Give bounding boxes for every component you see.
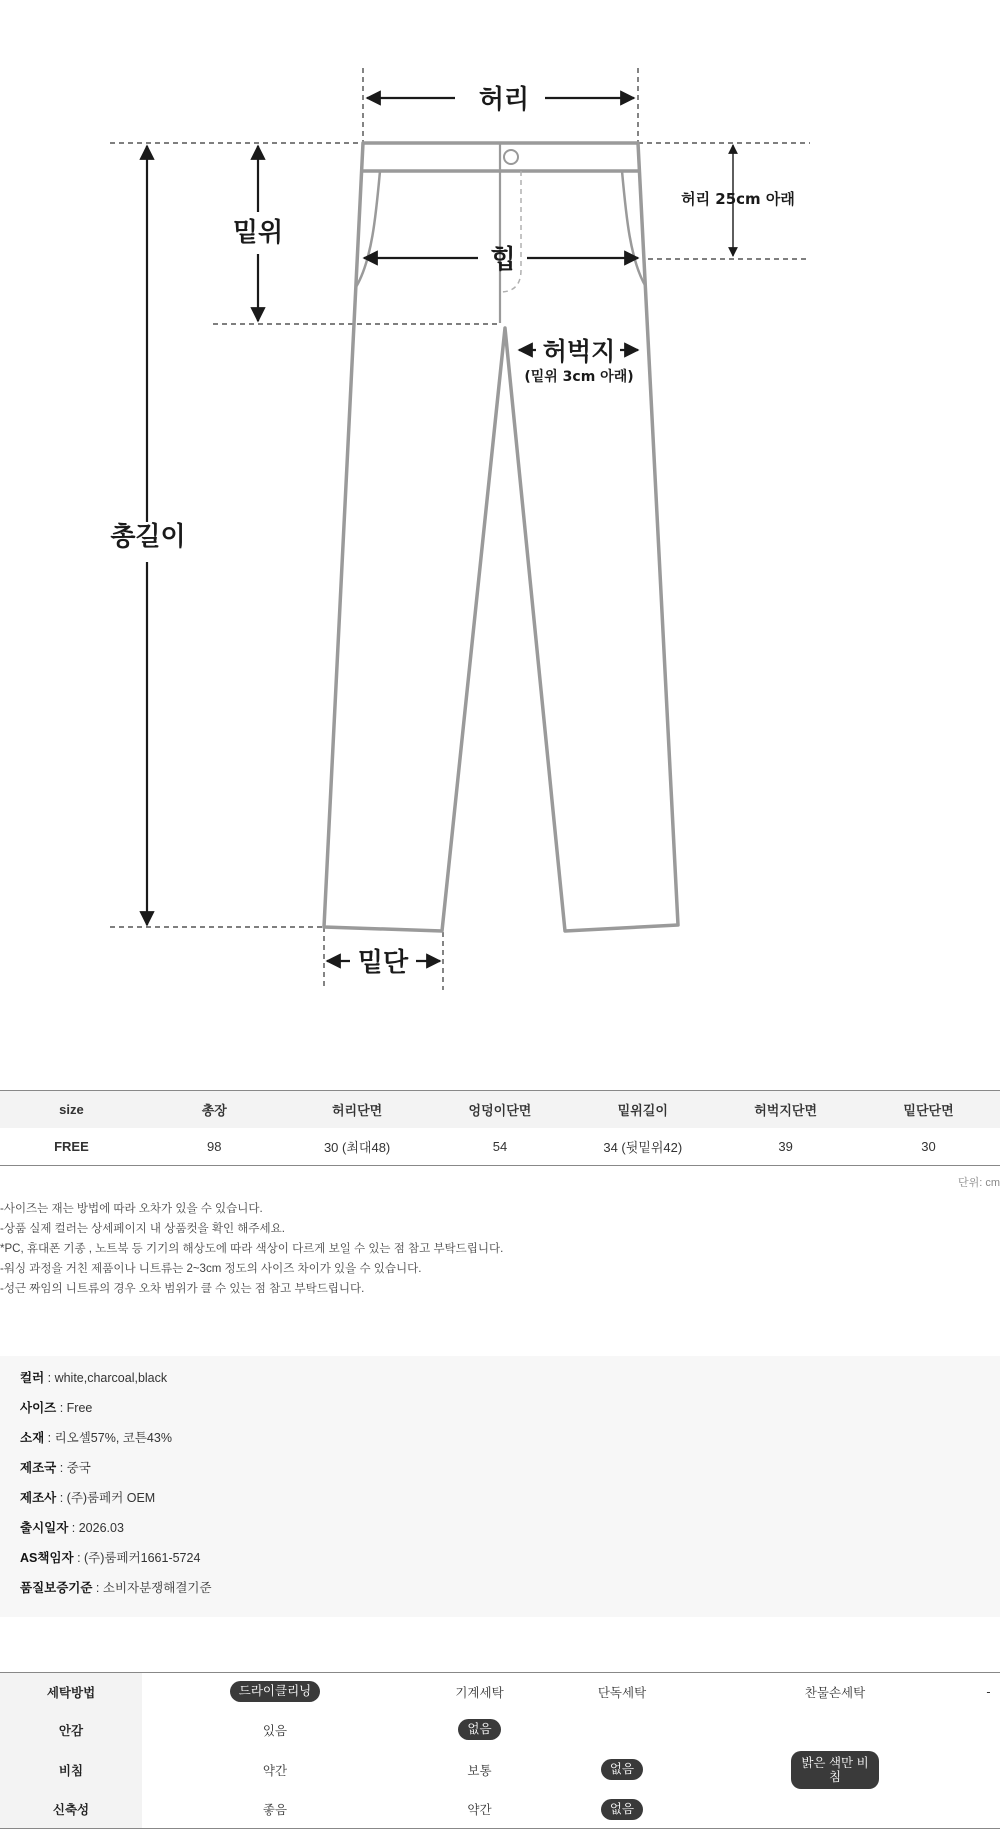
care-cell [551, 1749, 693, 1791]
note-item: -상품 실제 컬러는 상세페이지 내 상품컷을 확인 해주세요. [0, 1223, 285, 1235]
size-cell: 39 [714, 1128, 857, 1166]
care-row-label: 안감 [0, 1711, 142, 1749]
selected-option-badge: 드라이클리닝 [230, 1681, 320, 1702]
size-notes [0, 1199, 503, 1299]
care-cell [977, 1791, 1000, 1829]
waist-label: 허리 [478, 85, 530, 115]
care-cell [551, 1791, 693, 1829]
selected-option-badge: 없음 [601, 1799, 643, 1820]
rise-label: 밑위 [232, 218, 284, 248]
info-row-color: 컬러 : white,charcoal,black [20, 1371, 168, 1385]
care-cell [142, 1749, 408, 1791]
size-header: 총장 [143, 1091, 286, 1128]
info-row-as-contact: AS책임자 : (주)룸페커1661-5724 [20, 1551, 201, 1565]
note-item: *PC, 휴대폰 기종 , 노트북 등 기기의 해상도에 따라 색상이 다르게 보일 수 있는 점 참고 부탁드립니다. [0, 1243, 504, 1255]
care-row-label: 신축성 [0, 1791, 142, 1829]
thigh-note: (밑위 3cm 아래) [524, 369, 634, 385]
option-text: 있음 [262, 1723, 288, 1738]
size-table [0, 1090, 1000, 1166]
care-cell [142, 1673, 408, 1711]
option-text: 단독세탁 [597, 1685, 647, 1700]
selected-option-badge: 없음 [601, 1759, 643, 1780]
selected-option-badge: 밝은 색만 비침 [791, 1751, 879, 1789]
size-header: 엉덩이단면 [429, 1091, 572, 1128]
care-cell [977, 1711, 1000, 1749]
hem-label: 밑단 [357, 948, 409, 978]
size-cell: 98 [143, 1128, 286, 1166]
size-header: 밑단단면 [857, 1091, 1000, 1128]
note-item: -사이즈는 재는 방법에 따라 오차가 있을 수 있습니다. [0, 1203, 263, 1215]
care-cell [977, 1673, 1000, 1711]
care-cell [977, 1749, 1000, 1791]
note-item: -성근 짜임의 니트류의 경우 오차 범위가 클 수 있는 점 참고 부탁드립니다. [0, 1283, 365, 1295]
unit-label: 단위: cm [957, 1177, 1000, 1189]
care-cell [551, 1673, 693, 1711]
size-cell: 30 (최대48) [286, 1128, 429, 1166]
option-text: 찬물손세탁 [804, 1685, 866, 1700]
care-cell [408, 1791, 551, 1829]
size-cell: FREE [0, 1128, 143, 1166]
care-cell [693, 1749, 977, 1791]
size-header: 밑위길이 [571, 1091, 714, 1128]
option-text: 좋음 [262, 1803, 288, 1818]
care-row-label: 세탁방법 [0, 1673, 142, 1711]
size-header: 허리단면 [286, 1091, 429, 1128]
option-text: 기계세탁 [455, 1685, 504, 1700]
care-row [0, 1673, 1000, 1711]
option-text: 보통 [467, 1763, 492, 1778]
info-row-size: 사이즈 : Free [20, 1401, 93, 1415]
selected-option-badge: 없음 [458, 1719, 500, 1740]
care-row [0, 1749, 1000, 1791]
care-cell [142, 1791, 408, 1829]
info-row-quality: 품질보증기준 : 소비자분쟁해결기준 [20, 1581, 212, 1595]
care-cell [142, 1711, 408, 1749]
note-item: -워싱 과정을 거친 제품이나 니트류는 2~3cm 정도의 사이즈 차이가 있을 수 있습니다. [0, 1263, 422, 1275]
size-cell: 34 (뒷밑위42) [571, 1128, 714, 1166]
care-cell [693, 1711, 977, 1749]
length-label: 총길이 [110, 522, 186, 552]
care-cell [408, 1711, 551, 1749]
care-cell [693, 1791, 977, 1829]
care-row [0, 1791, 1000, 1829]
care-cell [693, 1673, 977, 1711]
thigh-label: 허벅지 [542, 337, 616, 366]
info-row-manufacturer: 제조사 : (주)룸페커 OEM [20, 1491, 156, 1505]
info-row-material: 소재 : 리오셀57%, 코튼43% [20, 1431, 172, 1445]
info-row-country: 제조국 : 중국 [20, 1461, 91, 1475]
option-text: 약간 [467, 1803, 492, 1818]
option-text: - [986, 1684, 991, 1699]
button-icon [504, 150, 518, 164]
size-header: size [0, 1091, 143, 1128]
hip-note: 허리 25cm 아래 [681, 190, 795, 208]
product-info [0, 1356, 1000, 1617]
care-row [0, 1711, 1000, 1749]
care-row-label: 비침 [0, 1749, 142, 1791]
care-table [0, 1672, 1000, 1829]
size-cell: 30 [857, 1128, 1000, 1166]
size-header: 허벅지단면 [714, 1091, 857, 1128]
size-table-header [0, 1091, 1000, 1128]
info-row-release-date: 출시일자 : 2026.03 [20, 1521, 124, 1535]
table-row [0, 1128, 1000, 1166]
care-cell [408, 1749, 551, 1791]
hip-label: 힙 [490, 245, 516, 275]
size-cell: 54 [429, 1128, 572, 1166]
care-cell [408, 1673, 551, 1711]
care-cell [551, 1711, 693, 1749]
option-text: 약간 [262, 1763, 288, 1778]
